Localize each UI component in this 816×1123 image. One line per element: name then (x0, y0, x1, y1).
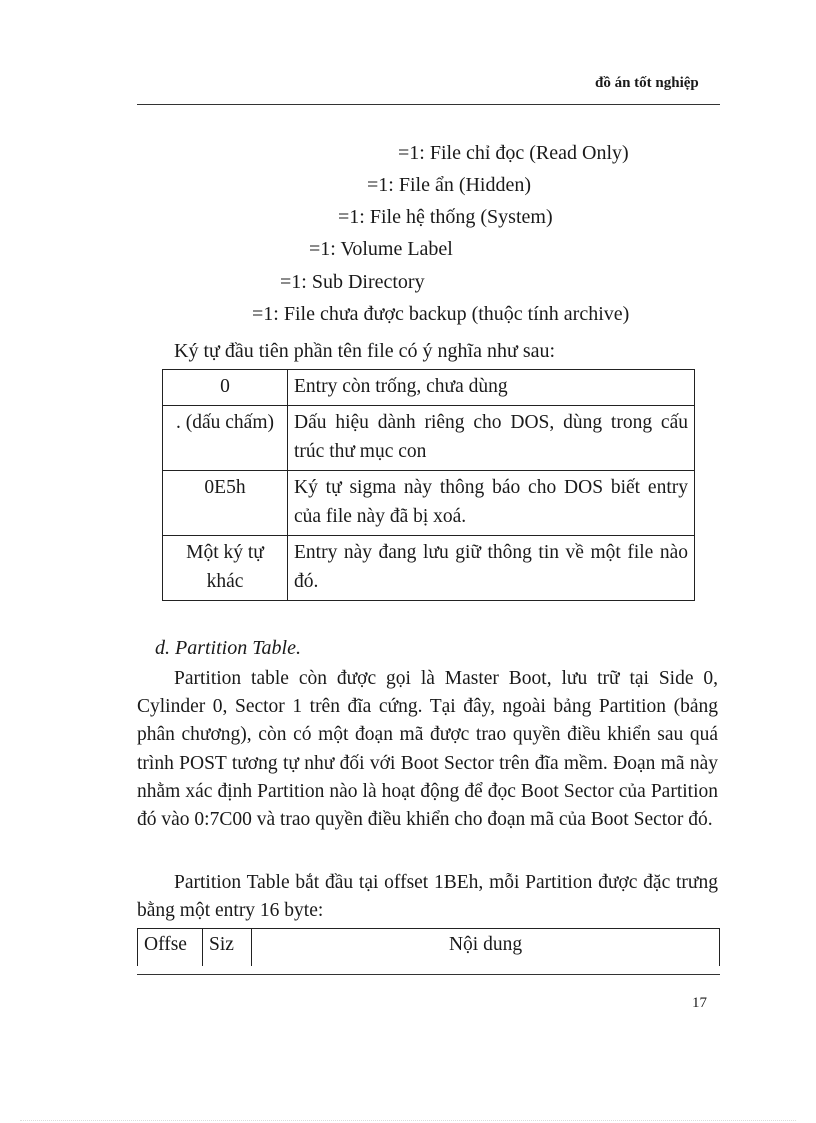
char-table-intro: Ký tự đầu tiên phần tên file có ý nghĩa như sau: (174, 340, 556, 362)
attribute-line-readonly: =1: File chỉ đọc (Read Only) (398, 142, 629, 164)
meaning-cell: Dấu hiệu dành riêng cho DOS, dùng trong cấu trúc thư mục con (288, 406, 695, 471)
attribute-line-hidden: =1: File ẩn (Hidden) (367, 174, 532, 196)
table-header-row (138, 929, 720, 967)
section-heading: d. Partition Table. (155, 637, 301, 659)
first-char-table (162, 369, 695, 601)
meaning-cell: Ký tự sigma này thông báo cho DOS biết entry của file này đã bị xoá. (288, 471, 695, 536)
attribute-line-sub-directory: =1: Sub Directory (280, 271, 425, 293)
column-header-content: Nội dung (252, 929, 720, 967)
table-row (163, 471, 695, 536)
attribute-line-volume-label: =1: Volume Label (309, 238, 453, 260)
column-header-size: Siz (203, 929, 252, 967)
table-row (163, 406, 695, 471)
running-header: đồ án tốt nghiệp (595, 75, 699, 91)
footer-rule (137, 974, 720, 975)
char-cell: 0E5h (163, 471, 288, 536)
meaning-cell: Entry này đang lưu giữ thông tin về một file nào đó. (288, 536, 695, 601)
header-rule (137, 104, 720, 105)
body-paragraph: Partition table còn được gọi là Master Boot, lưu trữ tại Side 0, Cylinder 0, Sector 1 trên đĩa cứng. Tại đây, ngoài bảng Partition (bảng phân chương), còn có một đoạn mã được trao quyền điều khiển sau quá trình POST tương tự như đối với Boot Sector trên đĩa mềm. Đoạn mã này nhằm xác định Partition nào là hoạt động để đọc Boot Sector của Partition đó vào 0:7C00 và trao quyền điều khiển cho đoạn mã của Boot Sector đó. (137, 668, 718, 831)
partition-entry-table (137, 928, 720, 966)
page-number: 17 (692, 995, 707, 1011)
table-row (163, 370, 695, 406)
column-header-offset: Offse (138, 929, 203, 967)
attribute-line-system: =1: File hệ thống (System) (338, 206, 553, 228)
page-edge-dotted-line (20, 1120, 796, 1121)
char-cell: Một ký tự khác (163, 536, 288, 601)
char-cell: . (dấu chấm) (163, 406, 288, 471)
char-cell: 0 (163, 370, 288, 406)
table-row (163, 536, 695, 601)
meaning-cell: Entry còn trống, chưa dùng (288, 370, 695, 406)
attribute-line-archive: =1: File chưa được backup (thuộc tính archive) (252, 303, 630, 325)
body-paragraph: Partition Table bắt đầu tại offset 1BEh, mỗi Partition được đặc trưng bằng một entry 16 byte: (137, 872, 718, 922)
